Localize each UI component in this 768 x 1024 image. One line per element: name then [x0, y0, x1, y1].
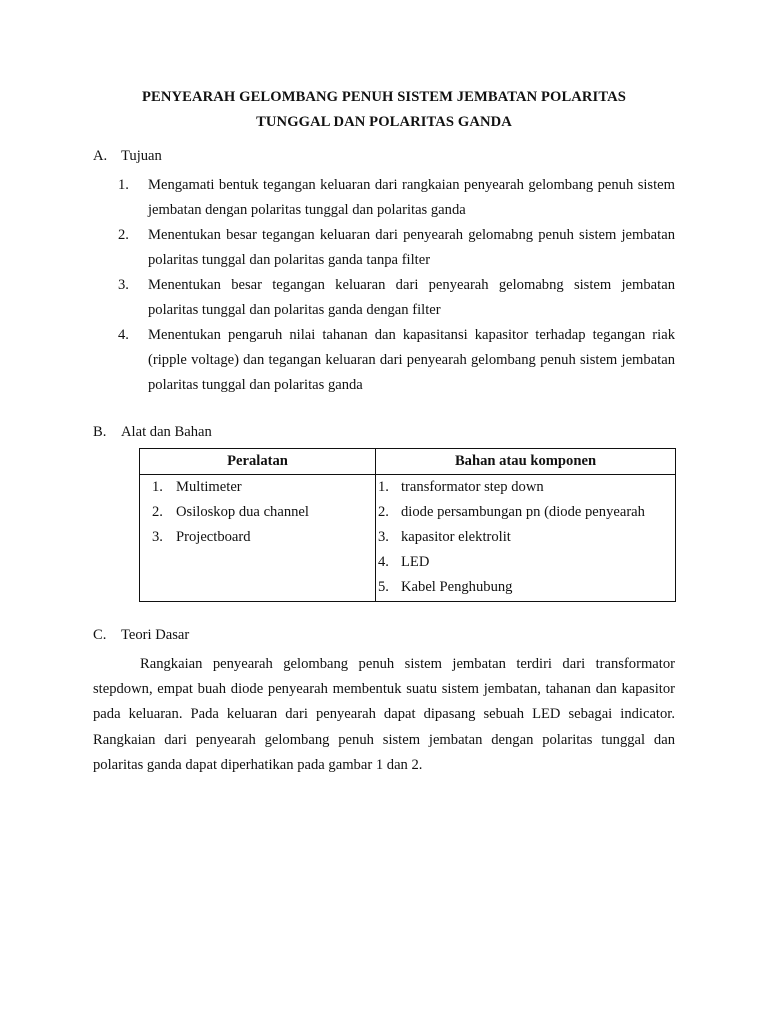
document-title-line-2: TUNGGAL DAN POLARITAS GANDA [256, 114, 512, 130]
peralatan-item: 2. Osiloskop dua channel [152, 504, 309, 520]
objective-number: 1. [118, 177, 129, 193]
section-c-title: Teori Dasar [121, 627, 190, 643]
section-b-heading [93, 424, 212, 441]
bahan-item: 2. diode persambungan pn (diode penyearah [378, 504, 645, 520]
bahan-cell [376, 475, 676, 602]
objective-number: 2. [118, 227, 129, 243]
bahan-item: 3. kapasitor elektrolit [378, 529, 511, 545]
objectives-list [118, 173, 675, 398]
objective-item [118, 223, 675, 273]
bahan-list [376, 475, 675, 600]
bahan-item: 5. Kabel Penghubung [378, 579, 513, 595]
table-header-peralatan: Peralatan [140, 449, 376, 475]
section-c-letter: C. [93, 627, 107, 643]
objective-item [118, 173, 675, 223]
objective-text: Mengamati bentuk tegangan keluaran dari rangkaian penyearah gelombang penuh sistem jembatan dengan polaritas tunggal dan polaritas ganda [148, 177, 675, 218]
section-b-letter: B. [93, 424, 107, 440]
section-a-letter: A. [93, 148, 108, 164]
section-a-title: Tujuan [121, 148, 162, 164]
equipment-table [139, 448, 676, 602]
peralatan-cell [140, 475, 376, 602]
theory-paragraph: Rangkaian penyearah gelombang penuh sistem jembatan terdiri dari transformator stepdown, empat buah diode penyearah membentuk suatu sistem jembatan, tahanan dan kapasitor pada keluaran. Pada keluaran dari penyearah dapat dipasang sebuah LED sebagai indicator. Rangkaian dari penyearah gelombang penuh sistem jembatan dengan polaritas tunggal dan polaritas ganda dapat diperhatikan pada gambar 1 dan 2. [93, 656, 675, 773]
table-header-bahan: Bahan atau komponen [376, 449, 676, 475]
document-title-line-1: PENYEARAH GELOMBANG PENUH SISTEM JEMBATAN POLARITAS [142, 89, 626, 105]
objective-text: Menentukan besar tegangan keluaran dari penyearah gelomabng penuh sistem jembatan polaritas tunggal dan polaritas ganda tanpa filter [148, 227, 675, 268]
peralatan-list [140, 475, 375, 550]
objective-number: 3. [118, 277, 129, 293]
objective-item [118, 323, 675, 398]
objective-number: 4. [118, 327, 129, 343]
section-b-title: Alat dan Bahan [121, 424, 212, 440]
objective-text: Menentukan pengaruh nilai tahanan dan kapasitansi kapasitor terhadap tegangan riak (ripple voltage) dan tegangan keluaran dari penyearah gelombang penuh sistem jembatan polaritas tunggal dan polaritas ganda [148, 327, 675, 393]
section-a-heading [93, 148, 162, 165]
bahan-item: 1. transformator step down [378, 479, 544, 495]
bahan-item: 4. LED [378, 554, 430, 570]
objective-text: Menentukan besar tegangan keluaran dari penyearah gelomabng sistem jembatan polaritas tunggal dan polaritas ganda dengan filter [148, 277, 675, 318]
peralatan-item: 1. Multimeter [152, 479, 242, 495]
objective-item [118, 273, 675, 323]
section-c-heading [93, 627, 189, 644]
peralatan-item: 3. Projectboard [152, 529, 251, 545]
